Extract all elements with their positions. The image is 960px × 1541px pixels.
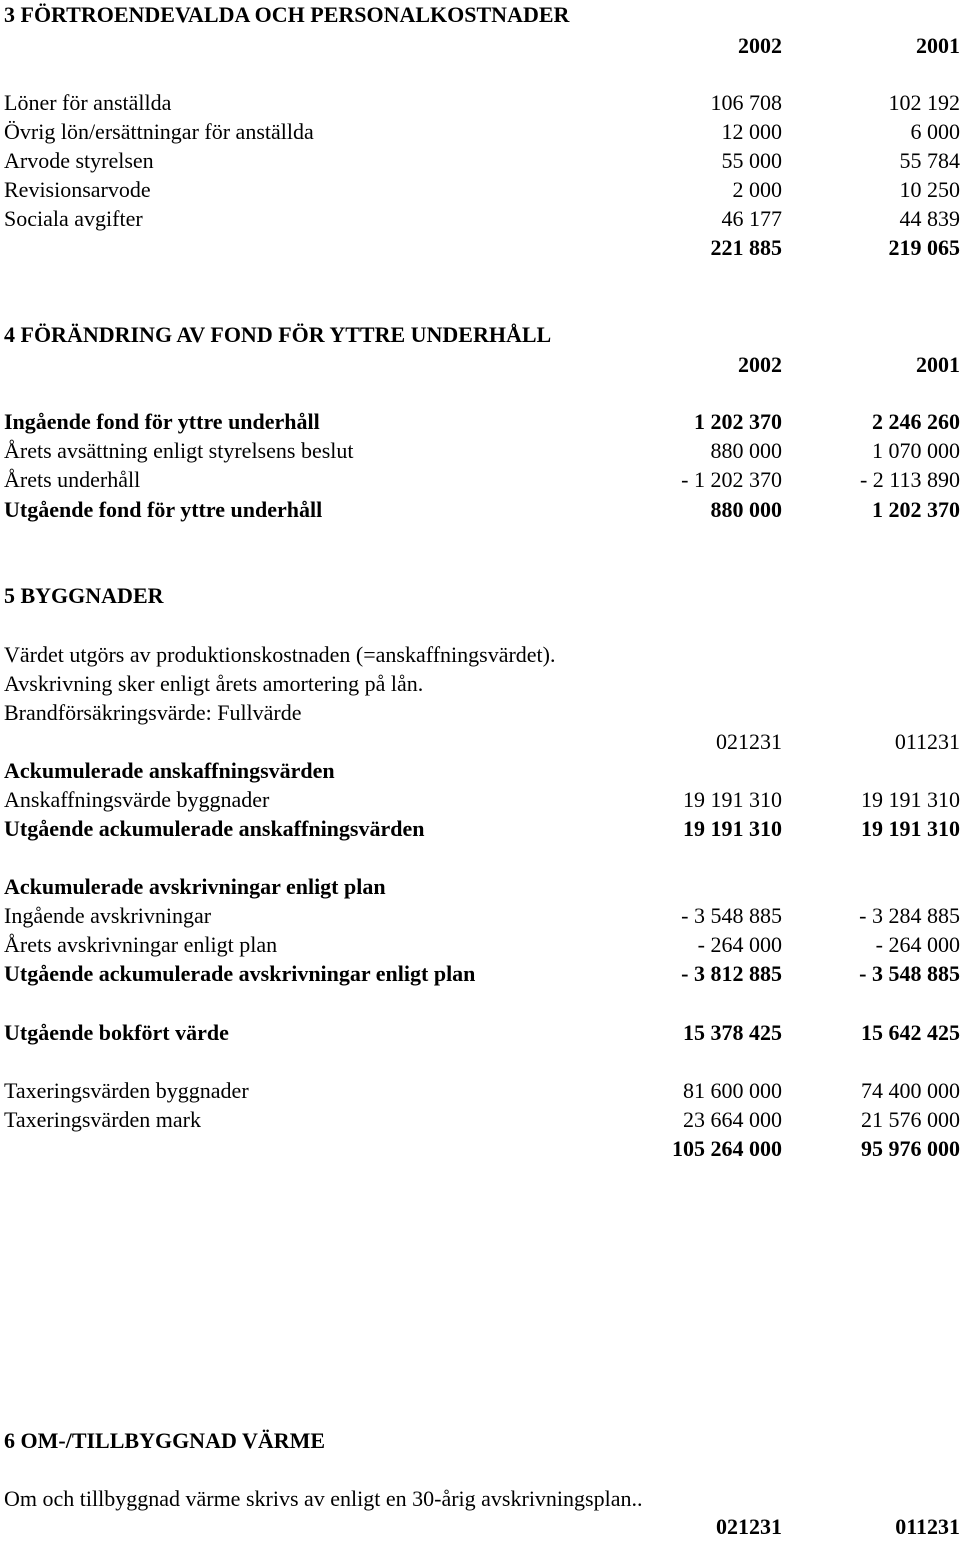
table-row: Löner för anställda 106 708 102 192 bbox=[4, 90, 960, 115]
table-row: Taxeringsvärden byggnader 81 600 000 74 400 000 bbox=[4, 1078, 960, 1103]
table-row: Revisionsarvode 2 000 10 250 bbox=[4, 177, 960, 202]
table-row: Sociala avgifter 46 177 44 839 bbox=[4, 206, 960, 231]
section-3-total-row: 221 885 219 065 bbox=[710, 235, 960, 260]
column-header-011231: 011231 bbox=[895, 1514, 960, 1539]
table-row: Utgående bokfört värde 15 378 425 15 642 425 bbox=[4, 1020, 960, 1045]
table-row: Utgående ackumulerade anskaffningsvärden 19 191 310 19 191 310 bbox=[4, 816, 960, 841]
column-header-2002: 2002 bbox=[738, 352, 782, 377]
section-5-text-2: Avskrivning sker enligt årets amortering på lån. bbox=[4, 671, 424, 696]
section-5-text-3: Brandförsäkringsvärde: Fullvärde bbox=[4, 700, 302, 725]
depreciation-heading: Ackumulerade avskrivningar enligt plan bbox=[4, 874, 386, 899]
column-header-2001: 2001 bbox=[916, 33, 960, 58]
table-row: Taxeringsvärden mark 23 664 000 21 576 000 bbox=[4, 1107, 960, 1132]
section-4-heading: 4 FÖRÄNDRING AV FOND FÖR YTTRE UNDERHÅLL bbox=[4, 322, 552, 347]
column-header-021231: 021231 bbox=[716, 729, 782, 754]
table-row: Årets underhåll - 1 202 370 - 2 113 890 bbox=[4, 467, 960, 492]
section-3-heading: 3 FÖRTROENDEVALDA OCH PERSONALKOSTNADER bbox=[4, 2, 570, 27]
table-row: Arvode styrelsen 55 000 55 784 bbox=[4, 148, 960, 173]
section-6-heading: 6 OM-/TILLBYGGNAD VÄRME bbox=[4, 1428, 326, 1453]
table-row: Anskaffningsvärde byggnader 19 191 310 19 191 310 bbox=[4, 787, 960, 812]
section-5-heading: 5 BYGGNADER bbox=[4, 583, 164, 608]
tax-total-row: 105 264 000 95 976 000 bbox=[672, 1136, 960, 1161]
section-6-text: Om och tillbyggnad värme skrivs av enligt en 30-årig avskrivningsplan.. bbox=[4, 1486, 643, 1511]
section-4-column-headers bbox=[4, 350, 960, 379]
column-header-021231: 021231 bbox=[716, 1514, 782, 1539]
section-3-column-headers bbox=[4, 31, 960, 60]
column-header-2002: 2002 bbox=[738, 33, 782, 58]
column-header-011231: 011231 bbox=[894, 729, 960, 754]
table-row: Årets avskrivningar enligt plan - 264 000 - 264 000 bbox=[4, 932, 960, 957]
section-6-column-headers bbox=[4, 1512, 960, 1541]
table-row: Övrig lön/ersättningar för anställda 12 000 6 000 bbox=[4, 119, 960, 144]
table-row: Ingående avskrivningar - 3 548 885 - 3 284 885 bbox=[4, 903, 960, 928]
section-5-text-1: Värdet utgörs av produktionskostnaden (=anskaffningsvärdet). bbox=[4, 642, 556, 667]
section-5-column-headers bbox=[4, 727, 960, 756]
table-row: Utgående ackumulerade avskrivningar enligt plan - 3 812 885 - 3 548 885 bbox=[4, 961, 960, 986]
acquisition-heading: Ackumulerade anskaffningsvärden bbox=[4, 758, 335, 783]
table-row: Ingående fond för yttre underhåll 1 202 370 2 246 260 bbox=[4, 409, 960, 434]
column-header-2001: 2001 bbox=[916, 352, 960, 377]
table-row: Årets avsättning enligt styrelsens beslut 880 000 1 070 000 bbox=[4, 438, 960, 463]
table-row: Utgående fond för yttre underhåll 880 000 1 202 370 bbox=[4, 497, 960, 522]
